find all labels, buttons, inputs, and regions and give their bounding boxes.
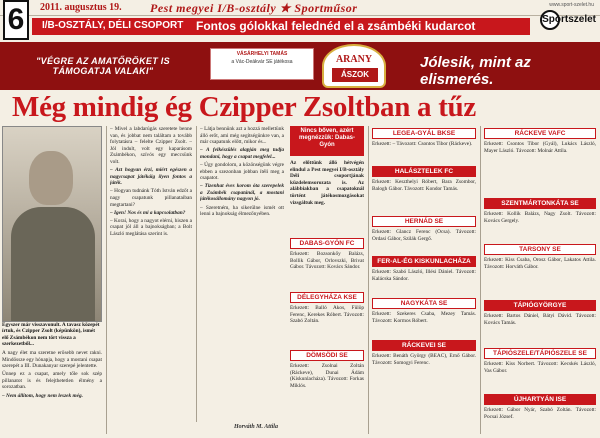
club-header: DÉLEGYHÁZA KSE — [290, 292, 364, 303]
paragraph: – Korai, hogy a nagyot elérni, hiszen a csapat jól áll a bajnokságban; a Bolt László meglátása szerint is. — [110, 217, 192, 237]
paragraph: – Igen! Nos és mi a kapcsolatban? — [110, 209, 186, 216]
club-text — [484, 361, 596, 391]
page-number: 6 — [3, 0, 29, 40]
article-author: Horváth M. Attila — [234, 424, 278, 430]
club-header: FER-AL-ÉG KISKUNLACHÁZA — [372, 256, 476, 267]
club-text — [484, 313, 596, 345]
paragraph: Érkezett: Szabó László, Illési Dániel. Távozott: Kalácska Sándor. — [372, 269, 476, 282]
club-header: RÁCKEVEI SE — [372, 340, 476, 351]
masthead-title: Pest megyei I/B-osztály ★ Sportműsor — [150, 1, 358, 15]
article-title: Még mindig ég Czipper Zsoltban a tűz — [12, 91, 476, 123]
paragraph: Érkezett: Kollik Balázs, Nagy Zsolt. Távozott: Kovács Gergely. — [484, 211, 596, 224]
club-text — [372, 179, 476, 213]
club-header: LEGEA-GYÁL BKSE — [372, 128, 476, 139]
paragraph: Az előttünk álló hétvégén elindul a Pest megyei I/B-osztály Déli csoportjának küzdelemsorozata is. Az alábbiakban a csapatoknál történt játékosmozgásokat vizsgáltuk meg. — [290, 160, 364, 206]
column-divider — [368, 126, 369, 434]
club-text — [290, 305, 364, 347]
club-header: RÁCKEVE VAFC — [484, 128, 596, 139]
club-text — [372, 353, 476, 435]
secondary-headline: Fontos gólokkal felednéd el a zsámbéki kudarcot — [196, 19, 476, 33]
club-text — [484, 407, 596, 435]
paragraph: – Hogyan tudnánk Tóth István edzőt a nagy csapatunk pillanataiban megtartani? — [110, 188, 192, 208]
club-text — [290, 251, 364, 289]
badge-top: ARANY — [335, 54, 373, 65]
sidebox-intro — [290, 160, 364, 234]
paragraph: Ünnep ez a csapat, amely tőle sok szép pillanatot is és felejthetetlen élmény a sorozatban. — [2, 371, 102, 391]
club-text — [484, 211, 596, 241]
club-text — [372, 269, 476, 295]
column-divider — [196, 126, 197, 422]
promo-box — [210, 48, 314, 80]
photo-caption: Egyszer már visszavonult. A tavasz közepét írtuk, és Czipper Zsolt (képünkön), ismét elő Zsámbékon nem tört vissza a szerkezetből... — [2, 322, 100, 348]
paragraph: Érkezett: Balló Ákos, Fülöp Ferenc, Kerekes Róbert. Távozott: Szabó Zoltán. — [290, 305, 364, 325]
club-text — [372, 141, 476, 163]
banner-tagline: Jólesik, mint az elismerés. — [420, 54, 531, 88]
paragraph: – Látja bennünk azt a hozzá mellettünk álló erőt, ami még segítségünkre van, a már csapatunk előtt, mikor és... — [200, 126, 284, 146]
section-label: I/B-OSZTÁLY, DÉLI CSOPORT — [42, 20, 184, 31]
paragraph: Érkezett: Kiss Norbert. Távozott: Kecskés László, Vas Gábor. — [484, 361, 596, 374]
club-text — [484, 257, 596, 297]
club-text — [290, 363, 364, 435]
column-divider — [106, 126, 107, 434]
column-divider — [480, 126, 481, 434]
paragraph: Érkezett: Szekeres Csaba, Mezey Tamás. Távozott: Kormos Róbert. — [372, 311, 476, 324]
article-column-1 — [2, 350, 102, 436]
club-text — [484, 141, 596, 195]
paragraph: – Úgy gondolom, a közönségünk végre ebben a szezonban jobban ítéli meg a csapatot. — [200, 161, 284, 182]
club-header: HALÁSZTELEK FC — [372, 166, 476, 177]
article-column-3 — [200, 126, 284, 422]
paragraph: – Mivel a labdarúgás szeretete benne van, és jobbat nem találtam a tovább folytatásra – felelte Czipper Zsolt. – Jól indult, volt egy kaparásom Zsámbékon, szívós egy meccsünk volt. — [110, 126, 192, 165]
paragraph: Érkezett: Zsolnai Zoltán (Ráckeve), Dunai Ádám (Kiskunlacháza). Távozott: Forkas Miklós. — [290, 363, 364, 389]
paragraph: – Nem állítom, hogy nem leszek még. — [2, 392, 83, 399]
club-header: SZENTMÁRTONKÁTA SE — [484, 198, 596, 209]
paragraph: Érkezett: Gábor Nyár, Szabó Zoltán. Távozott: Pocsai József. — [484, 407, 596, 420]
paragraph: Érkezett: Keszthelyi Róbert, Bara Zsombor, Balogh Gábor. Távozott: Kondor Tamás. — [372, 179, 476, 192]
paragraph: Érkezett: Csontos Tibor (Gyál), Lukács László, Mayer László. Távozott: Molnár Attila. — [484, 141, 596, 154]
club-header: DABAS-GYÓN FC — [290, 238, 364, 249]
club-header: HERNÁD SE — [372, 216, 476, 227]
banner-slogan: "VÉGRE AZ AMATŐRÖKET IS TÁMOGATJA VALAKI" — [36, 56, 170, 76]
paragraph: Érkezett: – Távozott: Csontos Tibor (Ráckeve). — [372, 141, 473, 147]
paragraph: – Azt hogyan érzi, miért egészen a nagycsapat játékáig ilyen fontos a játék. — [110, 167, 192, 187]
paragraph: Érkezett: Bozsonkőy Balázs, Bollik Gábor, Orlovszki, Brivat Gábor. Távozott: Kovács Sándor. — [290, 251, 364, 271]
club-header: ÚJHARTYÁN ISE — [484, 394, 596, 405]
club-header: TÁPIÓSZELE/TÁPIÓSZELE SE — [484, 348, 596, 359]
sportszelet-logo — [536, 2, 596, 36]
paragraph: Érkezett: Bartos Dániel, Bátyi Dávid. Távozott: Kovács Tamás. — [484, 313, 596, 326]
paragraph: – Tizenhat éves korom óta szerepelek a Zsámbék csapatánál, a mostani játékosállomány nagyon jó. — [200, 183, 284, 203]
player-photo — [2, 126, 102, 322]
club-text — [372, 229, 476, 253]
promo-text: a Vác-Deákvár SE játékosa — [231, 59, 293, 65]
club-header: NAGYKÁTA SE — [372, 298, 476, 309]
sidebox-title — [290, 126, 364, 156]
section-bar — [32, 18, 530, 35]
club-header: TARSONY SE — [484, 244, 596, 255]
paragraph: Érkezett: Glancz Ferenc (Ócsa). Távozott: Ordasi Gábor, Szilák Gergő. — [372, 229, 476, 242]
issue-date: 2011. augusztus 19. — [40, 2, 122, 13]
paragraph: Érkezett: Kiss Csaba, Orosz Gábor, Lakatos Attila. Távozott: Horváth Gábor. — [484, 257, 596, 270]
sidebox-title-text: Nincs bőven, azért megnézzük: Dabas-Gyón — [298, 128, 355, 148]
photo-head-shape — [29, 151, 73, 205]
club-header: DÖMSÖDI SE — [290, 350, 364, 361]
paragraph: – A felkészülés alapján meg tudja mondani, hogy a csapat megfelel... — [200, 147, 284, 160]
photo-body-shape — [11, 207, 95, 322]
arany-aszok-badge — [322, 44, 386, 88]
badge-bottom: ÁSZOK — [332, 68, 378, 82]
club-header: TÁPIÓGYÖRGYE — [484, 300, 596, 311]
paragraph: A nagy élet ma szeretne erősebb nevet rakni. Mindössze egy hónapja, hogy a mostani csapat szerepét a III. Dunakanyar szerepé jelentette. — [2, 350, 102, 370]
paragraph: Érkezett: Benáth György (BEAC), Ernő Gábor. Távozott: Somogyi Ferenc. — [372, 353, 476, 366]
promo-title: VÁSÁRHELYI TAMÁS — [236, 51, 288, 57]
promo-banner — [0, 42, 600, 90]
logo-url: www.sport-szelet.hu — [549, 2, 594, 8]
logo-word: Sportszelet — [542, 14, 596, 25]
paragraph: – Szeretném, ha sikerülne ismét ott lenni a bajnokság élmezőnyében. — [200, 204, 284, 218]
article-column-2 — [110, 126, 192, 434]
club-text — [372, 311, 476, 337]
